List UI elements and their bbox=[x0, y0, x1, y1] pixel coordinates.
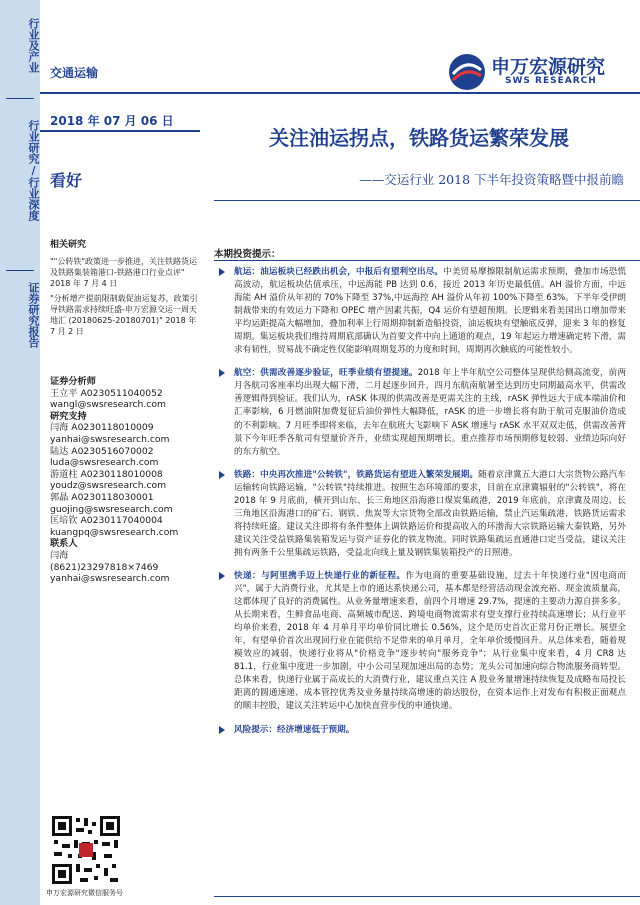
bullet-text: 2018 年上半年航空公司整体呈现供给侧高流变，前两月各航司客座率均出现大幅下滑，二月起逐步回升，四月东航南航暑至达到历史同期最高水平，供需改善逻辑得到验证。我们认为，rASK 体现的供需改善是更需关注的主线，rASK 弹性远大于成本端油价和汇率影响，6 月燃油附加费复征后油价弹性大幅降低，rASK 的进一步增长将有助于航司克服油价造成的不利影响。7 月旺季即将来临，去年在航班大飞影响下 ASK 增速与 rASK 水平双双走低，供需改善背景下今年旺季各航司有望量价齐升，业绩实现超预期增长。重点推荐市场预期修复较弱、业绩边际向好的东方航空。 bbox=[234, 368, 626, 457]
bullet-lead: 航空：供需改善逐步验证，旺季业绩有望提速。 bbox=[234, 368, 418, 379]
bullet-arrow-icon bbox=[219, 572, 225, 580]
bullet-arrow-icon bbox=[219, 268, 225, 276]
bullet-lead: 风险提示：经济增速低于预期。 bbox=[234, 724, 355, 735]
company-logo bbox=[447, 50, 627, 92]
support-name: 匡培钦 bbox=[50, 515, 78, 527]
contact-name: 闫海 bbox=[50, 549, 69, 561]
logo-mark-icon bbox=[447, 52, 487, 92]
support-name: 陆达 bbox=[50, 445, 69, 457]
support-email[interactable]: luda@swsresearch.com bbox=[50, 457, 159, 469]
logo-text-cn: 申万宏源研究 bbox=[491, 56, 606, 78]
footer-rule bbox=[214, 896, 640, 897]
bullet-lead: 快递：与阿里携手迈上快递行业的新征程。 bbox=[234, 570, 406, 581]
sidebar-section-report: 证券研究报告 bbox=[27, 282, 40, 348]
analysts-block bbox=[50, 376, 205, 585]
bullet-arrow-icon bbox=[219, 726, 225, 734]
date-rule bbox=[40, 130, 200, 132]
support-email[interactable]: yanhai@swsresearch.com bbox=[50, 433, 170, 445]
qr-code bbox=[50, 814, 122, 886]
support-cert: A0230516070002 bbox=[71, 445, 154, 457]
support-name: 闫海 bbox=[50, 422, 69, 434]
sidebar-section-industry: 行业及产业 bbox=[27, 18, 40, 73]
related-item: "分析增产提前限制载促油运复苏，政策引导铁路需求持续旺盛-申万宏源交运一周天地汇 (20180625-20180701)" 2018 年 7 月 2 日 bbox=[50, 293, 198, 336]
report-title: 关注油运拐点，铁路货运繁荣发展 bbox=[269, 126, 569, 150]
bullet-lead: 铁路：中央再次推进"公转铁"，铁路货运有望进入繁荣发展期。 bbox=[234, 469, 479, 480]
rating: 看好 bbox=[50, 171, 83, 190]
bullet-express bbox=[218, 570, 626, 714]
bullet-aviation bbox=[218, 367, 626, 458]
report-date: 2018 年 07 月 06 日 bbox=[50, 114, 174, 128]
sidebar-divider bbox=[6, 270, 34, 271]
support-cert: A0230118010009 bbox=[71, 422, 154, 434]
bullet-risk bbox=[218, 724, 626, 737]
contact-email[interactable]: yanhai@swsresearch.com bbox=[50, 573, 170, 585]
bullet-arrow-icon bbox=[219, 369, 225, 377]
related-heading: 相关研究 bbox=[50, 240, 87, 250]
bullet-text: 作为电商的重要基础设施，过去十年快递行业"因电商而兴"，属于大消费行业，尤其是上市的通达系快递公司，基本都是经营活动现金流充裕、现金流质量高，这都体现了良好的消费属性。从业务量增速来看，前四个月增速 29.7%，提速的主要动力源自拼多多。从长期来看，生鲜食品电商、高频城市配送、跨境电商物流需求有望支撑行业持续高速增长；从行业平均单价来看，2018 年 4 月单月平均单价同比增长 0.56%，这个是历史首次正常月份正增长。展望全年，有望单价首次出现回行业在能供给不足带来的单月单月，全年单价缓慢回升。从总体来看，随着规模效应的减弱，快递行业将从"价格竞争"逐步转向"服务竞争"；从行业集中度来看，4 月 CR8 达 81.1，行业集中度进一步加剧，中小公司呈现加速出局的态势；龙头公司加速向综合物流服务商转型。总体来看，快递行业属于高成长的大消费行业，建议重点关注 A 股业务量增速持续恢复及成略布局投长距离的圆通速递、成本管控优秀及业务量持续高增速的韵达股份，在资本运作上对发布有积极正面观点的顺丰控股，建议关注转运中心加快直营步伐的申通快递。 bbox=[234, 570, 626, 712]
support-email[interactable]: youdz@swsresearch.com bbox=[50, 480, 167, 492]
support-cert: A0230118030001 bbox=[71, 491, 154, 503]
qr-caption: 申万宏源研究微信服务号 bbox=[46, 889, 123, 897]
support-cert: A0230118010008 bbox=[80, 468, 163, 480]
bullet-lead: 航运：油运板块已经跌出机会，中报后有望利空出尽。 bbox=[234, 267, 444, 277]
analyst-name: 王立平 bbox=[50, 387, 78, 399]
analyst-cert: A0230511040052 bbox=[80, 387, 163, 399]
support-heading: 研究支持 bbox=[50, 410, 87, 422]
bullet-shipping bbox=[218, 266, 626, 357]
title-rule bbox=[214, 200, 640, 201]
support-cert: A0230117040004 bbox=[80, 515, 163, 527]
related-item: ""公转铁"政策进一步推进，关注铁路货运及铁路集装箱港口-铁路港口行业点评" 2018 年 7 月 4 日 bbox=[50, 256, 198, 288]
summary-body bbox=[218, 266, 626, 747]
summary-rule bbox=[214, 260, 640, 261]
sidebar-section-research: 行业研究/行业深度 bbox=[27, 120, 40, 221]
bullet-text: 随着京津冀五大港口大宗货物公路汽车运输转向铁路运输，"公转铁"持续推进。按照生态环境部的要求，目前在京津冀辐射的"公转铁"，将在 2018 年 9 月底前，横开到山东、长三角地区沿海港口煤炭集疏港，2019 年底前，京津冀及周边、长三角地区沿海港口的矿石、钢铁、焦炭等大宗货物全部改由铁路运输，禁止汽运集疏港，铁路货运需求将持续旺盛。建议关注即将有条件整体上调铁路运价和提高收入的环渤海大宗铁路运输大秦铁路，另外建议关注受益铁路集装箱发运与资产证券化的铁龙物流。同时铁路集疏运直通港口定当受益，建议关注拥有两条千公里集疏运铁路，受益北向线上量及钢铁集装箱投产的日照港。 bbox=[234, 469, 626, 558]
bullet-arrow-icon bbox=[219, 471, 225, 479]
summary-heading: 本期投资提示： bbox=[214, 249, 281, 260]
sidebar bbox=[0, 0, 40, 905]
support-email[interactable]: kuangpq@swsresearch.com bbox=[50, 526, 179, 538]
analysts-heading: 证券分析师 bbox=[50, 376, 96, 387]
header-rule bbox=[40, 92, 640, 94]
related-research bbox=[50, 240, 200, 337]
support-name: 郭晶 bbox=[50, 491, 69, 503]
bullet-text: 中美贸易摩擦限制航运需求预期，叠加市场恐慌高波动，航运板块估值承压，中远海能 PB 达到 0.6，接近 2013 年历史最低值。AH 溢价方面，中远海能 AH 溢价从年初的 70%下降至 37%,中远海控 AH 溢价从年初 100%下降至 63%。下半年受伊朗制裁带来的有效运力下降和 OPEC 增产因素共振，Q4 运价有望超预期。长逻辑来看美国出口增加带来平均运距提高大幅增加，叠加利率上行周期抑制新造船投资，油运板块有望触底反弹，迎来 3 年的修复周期。集运板块我们维持周期底部确认为首要文件中向上通道的观点，19 年起运力增速确定转下滑，需求有韧性，贸易战不确定性仅能影响周期复苏的力度和时间，周期再次触底的可能性较小。 bbox=[234, 267, 626, 356]
contact-phone: (8621)23297818×7469 bbox=[50, 561, 159, 573]
support-name: 游道柱 bbox=[50, 468, 78, 480]
analyst-email[interactable]: wangl@swsresearch.com bbox=[50, 399, 166, 411]
support-email[interactable]: guojing@swsresearch.com bbox=[50, 503, 173, 515]
bullet-railway bbox=[218, 469, 626, 560]
logo-text-en: SWS RESEARCH bbox=[505, 76, 597, 86]
report-subtitle: ——交运行业 2018 下半年投资策略暨中报前瞻 bbox=[359, 172, 624, 187]
sidebar-divider bbox=[6, 98, 34, 99]
contact-heading: 联系人 bbox=[50, 538, 78, 550]
industry-label: 交通运输 bbox=[50, 66, 99, 80]
